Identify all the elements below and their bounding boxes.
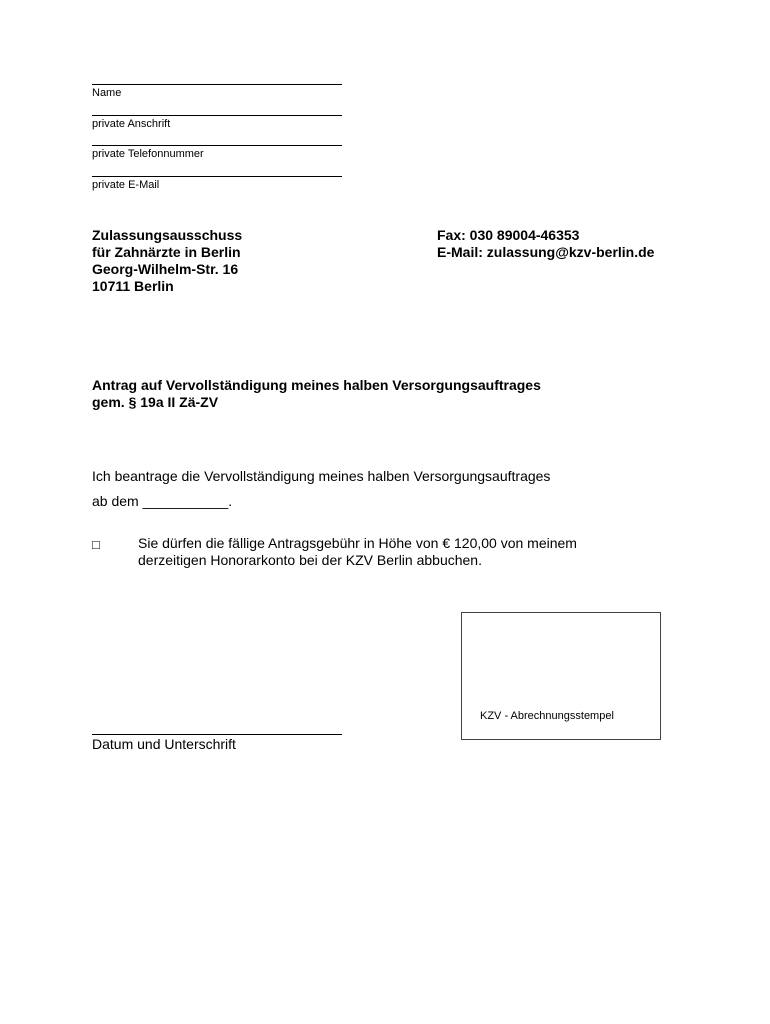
phone-field [92,145,342,160]
email-label: private E-Mail [92,179,160,191]
name-field [92,84,342,99]
recipient-line: Zulassungsausschuss [92,227,243,243]
stamp-label: KZV - Abrechnungsstempel [480,710,614,722]
stamp-box [461,612,661,740]
contact-email: E-Mail: zulassung@kzv-berlin.de [437,244,655,260]
recipient-line: Georg-Wilhelm-Str. 16 [92,261,239,277]
consent-line-2: derzeitigen Honorarkonto bei der KZV Berlin abbuchen. [138,552,482,568]
subject-line-1: Antrag auf Vervollständigung meines halben Versorgungsauftrages [92,377,541,393]
subject [92,377,541,411]
address-field [92,115,342,130]
contact-info [437,227,654,261]
email-field [92,176,342,191]
debit-consent-text [138,535,577,569]
start-date-text: ab dem ___________. [92,493,233,509]
recipient-line: 10711 Berlin [92,278,174,294]
subject-line-2: gem. § 19a II Zä-ZV [92,394,219,410]
consent-line-1: Sie dürfen die fällige Antragsgebühr in Höhe von € 120,00 von meinem [138,535,577,551]
fax-number: Fax: 030 89004-46353 [437,227,580,243]
request-text: Ich beantrage die Vervollständigung meines halben Versorgungsauftrages [92,468,551,484]
address-label: private Anschrift [92,118,171,130]
recipient-address [92,227,242,295]
phone-label: private Telefonnummer [92,148,204,160]
name-label: Name [92,87,122,99]
signature-label: Datum und Unterschrift [92,736,236,752]
signature-field [92,734,342,752]
recipient-line: für Zahnärzte in Berlin [92,244,241,260]
debit-consent-checkbox[interactable]: □ [92,537,100,552]
